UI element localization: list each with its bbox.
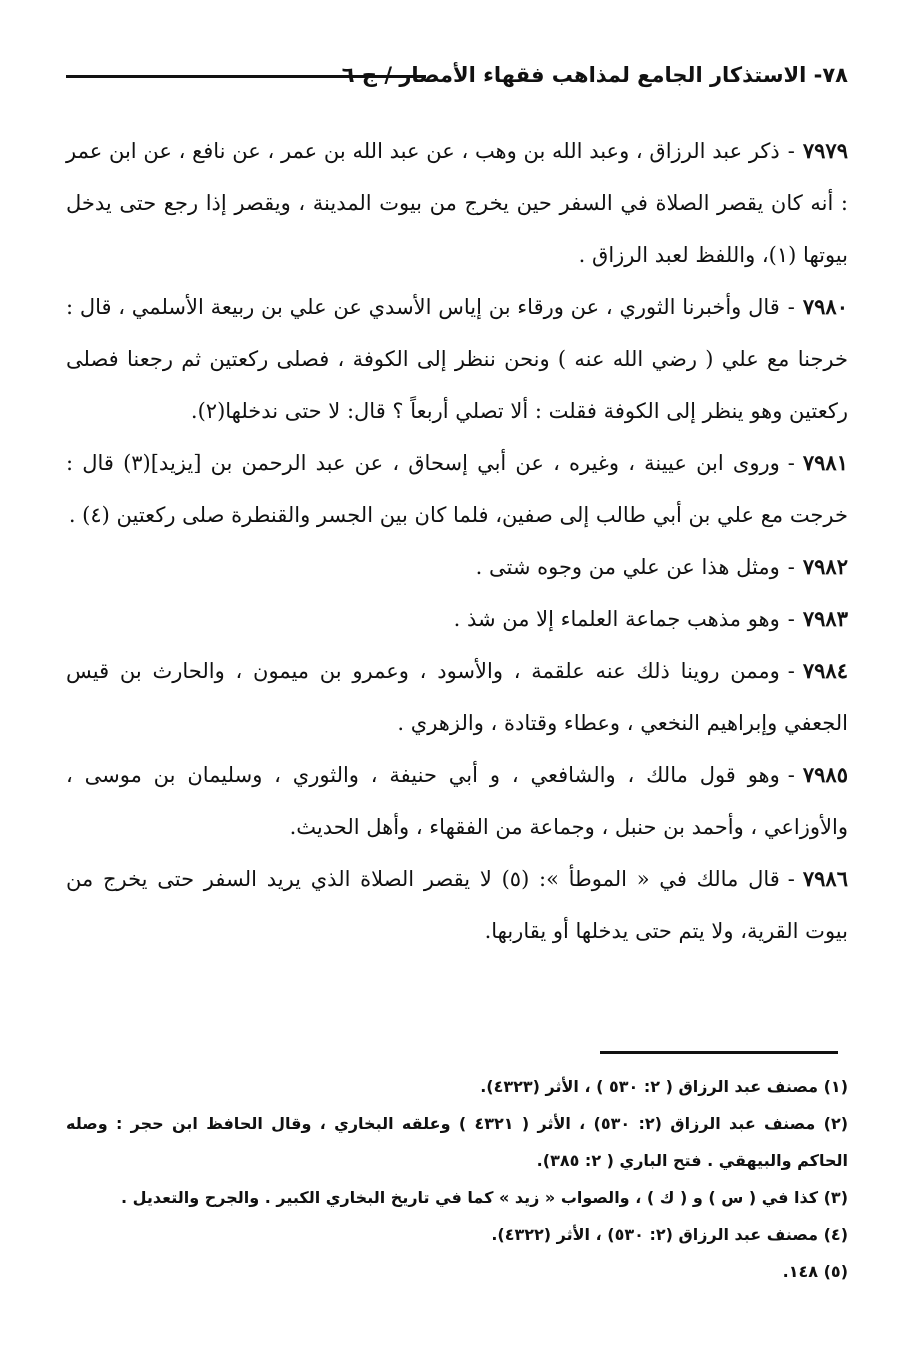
footnote-rule [600, 1051, 838, 1054]
paragraph-7983 [66, 593, 848, 645]
paragraph-text: ذكر عبد الرزاق ، وعبد الله بن وهب ، عن عبد الله بن عمر ، عن نافع ، عن ابن عمر : أنه كان يقصر الصلاة في السفر حين يخرج من بيوت المدينة ، ويقصر إذا رجع حتى يدخل بيوتها (١)، واللفظ لعبد الرزاق . [66, 139, 848, 267]
paragraph-number: ٧٩٨٥ [802, 762, 848, 787]
paragraph-7981 [66, 437, 848, 541]
paragraph-7984 [66, 645, 848, 749]
dash: - [787, 139, 795, 163]
paragraph-text: ومثل هذا عن علي من وجوه شتى . [475, 555, 780, 579]
dash: - [787, 763, 795, 787]
paragraph-text: وهو قول مالك ، والشافعي ، و أبي حنيفة ، والثوري ، وسليمان بن موسى ، والأوزاعي ، وأحمد بن حنبل ، وجماعة من الفقهاء ، وأهل الحديث. [66, 763, 848, 839]
paragraph-text: قال وأخبرنا الثوري ، عن ورقاء بن إياس الأسدي عن علي بن ربيعة الأسلمي ، قال : خرجنا مع علي ( رضي الله عنه ) ونحن ننظر إلى الكوفة ، فصلى ركعتين ثم رجعنا فصلى ركعتين وهو ينظر إلى الكوفة فقلت : ألا تصلي أربعاً ؟ قال: لا حتى ندخلها(٢). [66, 295, 848, 423]
header-rule [66, 75, 426, 78]
paragraph-7985 [66, 749, 848, 853]
footnote-5: (٥) ١٤٨. [782, 1262, 848, 1281]
dash: - [787, 867, 795, 891]
main-text [66, 125, 848, 957]
dash: - [787, 451, 795, 475]
page-header [66, 58, 848, 92]
paragraph-text: وروى ابن عيينة ، وغيره ، عن أبي إسحاق ، عن عبد الرحمن بن [يزيد](٣) قال : خرجت مع علي بن أبي طالب إلى صفين، فلما كان بين الجسر والقنطرة صلى ركعتين (٤) . [66, 451, 848, 527]
paragraph-text: وممن روينا ذلك عنه علقمة ، والأسود ، وعمرو بن ميمون ، والحارث بن قيس الجعفي وإبراهيم النخعي ، وعطاء وقتادة ، والزهري . [66, 659, 848, 735]
dash: - [787, 607, 795, 631]
footnotes [66, 1068, 848, 1290]
paragraph-text: وهو مذهب جماعة العلماء إلا من شذ . [453, 607, 780, 631]
footnote-4: (٤) مصنف عبد الرزاق (٢: ٥٣٠) ، الأثر (٤٣٢٢). [491, 1225, 848, 1244]
footnote-1: (١) مصنف عبد الرزاق ( ٢: ٥٣٠ ) ، الأثر (٤٣٢٣). [480, 1077, 848, 1096]
paragraph-7982 [66, 541, 848, 593]
paragraph-text: قال مالك في « الموطأ »: (٥) لا يقصر الصلاة الذي يريد السفر حتى يخرج من بيوت القرية، ولا يتم حتى يدخلها أو يقاربها. [66, 867, 848, 943]
paragraph-number: ٧٩٧٩ [802, 138, 848, 163]
dash: - [787, 555, 795, 579]
paragraph-number: ٧٩٨٠ [802, 294, 848, 319]
paragraph-number: ٧٩٨٢ [802, 554, 848, 579]
paragraph-number: ٧٩٨٣ [802, 606, 848, 631]
paragraph-7980 [66, 281, 848, 437]
paragraph-number: ٧٩٨٤ [802, 658, 848, 683]
running-title: ٧٨- الاستذكار الجامع لمذاهب فقهاء الأمصار / ج ٦ [341, 63, 848, 87]
footnote-2: (٢) مصنف عبد الرزاق (٢: ٥٣٠) ، الأثر ( ٤٣٢١ ) وعلقه البخاري ، وقال الحافظ ابن حجر : وصله الحاكم والبيهقي . فتح الباري ( ٢: ٣٨٥). [66, 1114, 849, 1170]
paragraph-number: ٧٩٨٦ [802, 866, 848, 891]
dash: - [787, 659, 795, 683]
paragraph-7986 [66, 853, 848, 957]
paragraph-number: ٧٩٨١ [802, 450, 848, 475]
paragraph-7979 [66, 125, 848, 281]
dash: - [787, 295, 795, 319]
footnote-3: (٣) كذا في ( س ) و ( ك ) ، والصواب « زيد » كما في تاريخ البخاري الكبير . والجرح والتعديل . [120, 1188, 848, 1207]
